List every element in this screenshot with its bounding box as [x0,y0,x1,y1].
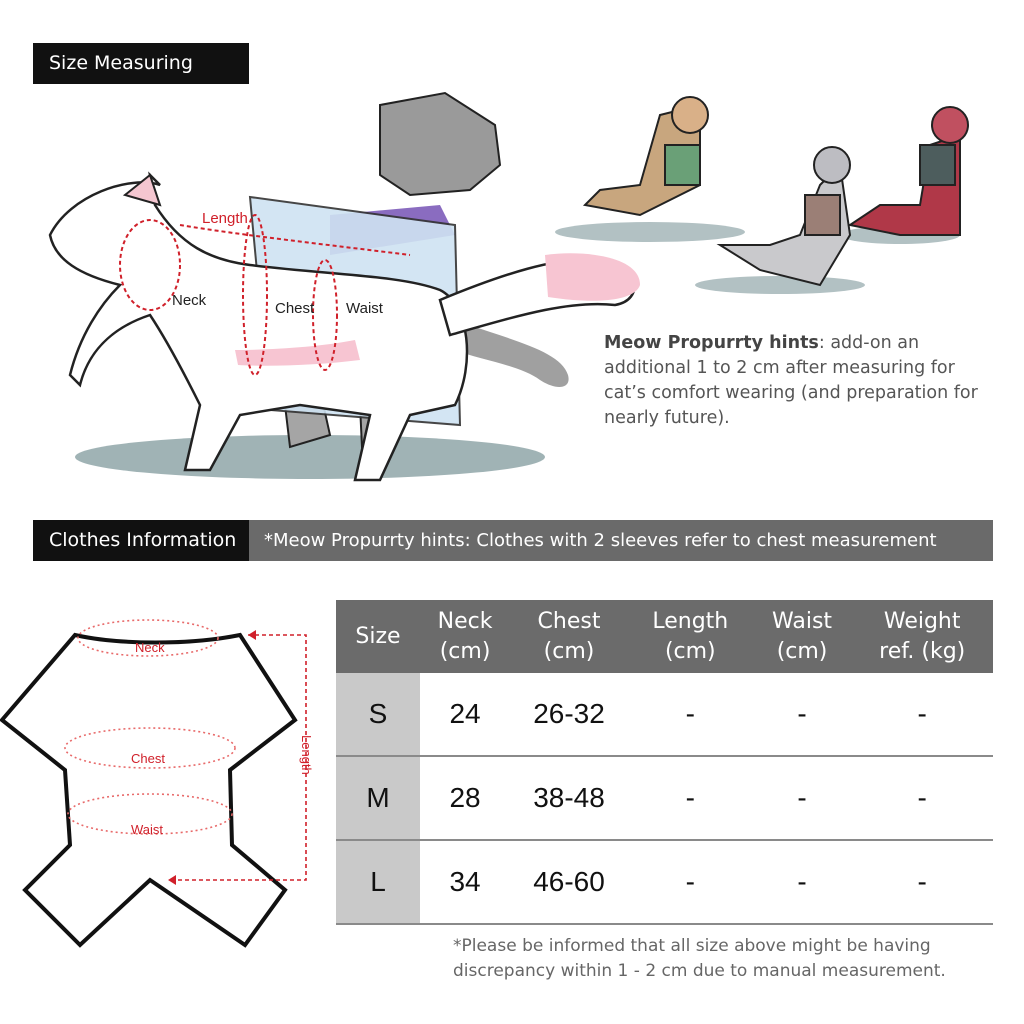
table-header-row [336,600,993,673]
col-length: Length (cm) [628,600,753,673]
garment-chest-label: Chest [131,751,165,766]
table-cell: - [628,756,753,840]
garment-diagram [0,590,330,950]
table-cell: - [851,756,993,840]
waist-label: Waist [346,300,383,317]
footnote: *Please be informed that all size above might be having discrepancy within 1 - 2 cm due to manual measurement. [453,936,946,981]
col-weight: Weight ref. (kg) [851,600,993,673]
garment-neck-label: Neck [135,640,165,655]
table-cell: - [628,840,753,924]
meow-hint [604,331,999,431]
col-neck: Neck (cm) [420,600,510,673]
table-row [336,840,993,924]
neck-label: Neck [172,292,207,309]
clothes-info-header: Clothes Information [33,520,249,561]
size-guide-header: Size Measuring Guide [33,43,249,84]
table-cell: 24 [420,673,510,756]
garment-waist-label: Waist [131,822,164,837]
size-cell: L [336,840,420,924]
table-cell: - [628,673,753,756]
table-cell: 38-48 [510,756,628,840]
table-cell: 28 [420,756,510,840]
size-cell: M [336,756,420,840]
chest-label: Chest [275,300,315,317]
table-cell: 26-32 [510,673,628,756]
table-cell: - [851,840,993,924]
table-cell: - [753,756,852,840]
size-table [336,600,993,925]
table-row [336,673,993,756]
col-size: Size [336,600,420,673]
hint-title: Meow Propurrty hints [604,333,819,353]
measuring-illustration [0,85,1024,505]
size-cell: S [336,673,420,756]
garment-length-label: Length [299,735,314,775]
table-cell: 46-60 [510,840,628,924]
clothes-hint-bar: *Meow Propurrty hints: Clothes with 2 sleeves refer to chest measurement [249,520,993,561]
table-cell: - [851,673,993,756]
table-cell: - [753,840,852,924]
table-cell: 34 [420,840,510,924]
col-chest: Chest (cm) [510,600,628,673]
table-cell: - [753,673,852,756]
hint-text: : add-on an additional 1 to 2 cm after measuring for cat’s comfort wearing (and preparation for nearly future). [604,333,978,428]
col-waist: Waist (cm) [753,600,852,673]
length-label: Length [202,210,248,227]
table-row [336,756,993,840]
